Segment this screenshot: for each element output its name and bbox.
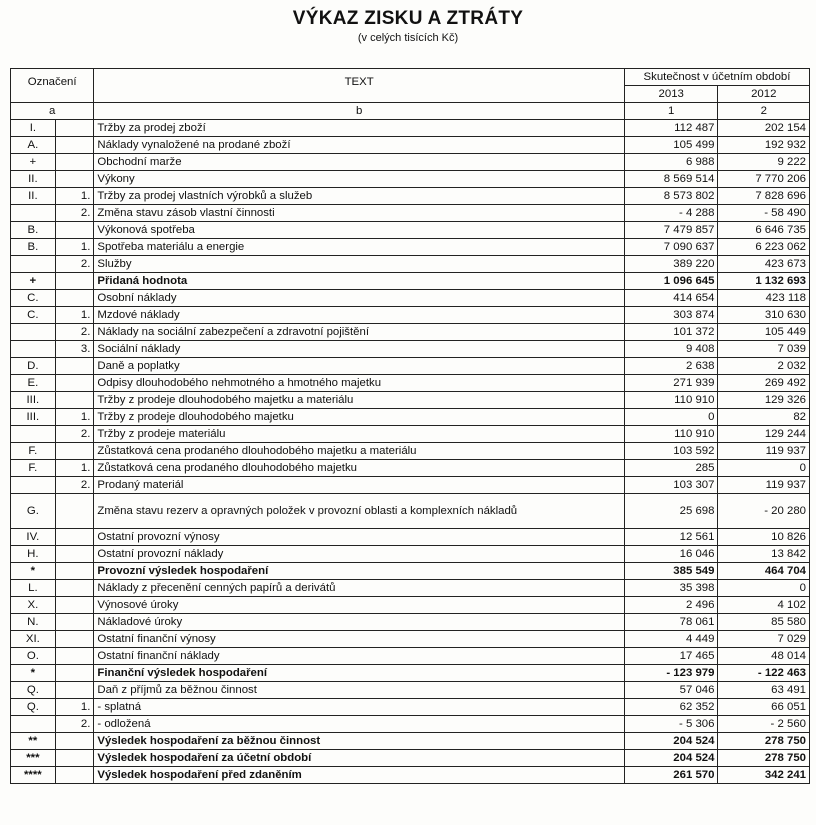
table-row	[11, 733, 810, 750]
table-row	[11, 648, 810, 665]
row-value-2012: 464 704	[718, 563, 810, 580]
row-value-2013: 1 096 645	[624, 273, 718, 290]
table-row	[11, 239, 810, 256]
row-text: Výsledek hospodaření před zdaněním	[94, 767, 625, 784]
row-text: Odpisy dlouhodobého nehmotného a hmotného majetku	[94, 375, 625, 392]
table-row	[11, 494, 810, 529]
row-code: I.	[11, 120, 56, 137]
row-code: H.	[11, 546, 56, 563]
table-row	[11, 426, 810, 443]
row-value-2013: 9 408	[624, 341, 718, 358]
row-subnumber: 1.	[55, 239, 94, 256]
row-value-2013: 16 046	[624, 546, 718, 563]
row-subnumber	[55, 682, 94, 699]
row-subnumber: 2.	[55, 256, 94, 273]
row-value-2012: 66 051	[718, 699, 810, 716]
table-row	[11, 546, 810, 563]
row-subnumber	[55, 222, 94, 239]
row-text: Osobní náklady	[94, 290, 625, 307]
row-value-2013: 2 638	[624, 358, 718, 375]
row-subnumber	[55, 767, 94, 784]
row-text: Změna stavu zásob vlastní činnosti	[94, 205, 625, 222]
row-text: Tržby za prodej vlastních výrobků a služeb	[94, 188, 625, 205]
row-value-2012: 7 828 696	[718, 188, 810, 205]
row-text: Ostatní finanční výnosy	[94, 631, 625, 648]
row-text: Spotřeba materiálu a energie	[94, 239, 625, 256]
row-text: Tržby za prodej zboží	[94, 120, 625, 137]
row-text: Provozní výsledek hospodaření	[94, 563, 625, 580]
table-row	[11, 120, 810, 137]
row-code: III.	[11, 409, 56, 426]
row-value-2013: 105 499	[624, 137, 718, 154]
row-value-2013: 261 570	[624, 767, 718, 784]
row-value-2012: 9 222	[718, 154, 810, 171]
row-value-2013: 12 561	[624, 529, 718, 546]
row-text: Sociální náklady	[94, 341, 625, 358]
header-text: TEXT	[94, 69, 625, 103]
row-value-2013: 7 479 857	[624, 222, 718, 239]
row-code: ***	[11, 750, 56, 767]
row-value-2013: - 123 979	[624, 665, 718, 682]
row-code: X.	[11, 597, 56, 614]
row-subnumber: 1.	[55, 460, 94, 477]
row-subnumber	[55, 494, 94, 529]
table-row	[11, 290, 810, 307]
row-subnumber	[55, 443, 94, 460]
row-subnumber	[55, 171, 94, 188]
row-value-2012: - 58 490	[718, 205, 810, 222]
row-value-2012: 129 244	[718, 426, 810, 443]
row-value-2012: 6 646 735	[718, 222, 810, 239]
row-text: Zůstatková cena prodaného dlouhodobého majetku	[94, 460, 625, 477]
row-subnumber	[55, 392, 94, 409]
table-row	[11, 256, 810, 273]
row-value-2013: 389 220	[624, 256, 718, 273]
row-value-2012: 10 826	[718, 529, 810, 546]
row-text: Náklady na sociální zabezpečení a zdravotní pojištění	[94, 324, 625, 341]
row-code: D.	[11, 358, 56, 375]
row-text: Daň z příjmů za běžnou činnost	[94, 682, 625, 699]
row-subnumber: 2.	[55, 324, 94, 341]
row-value-2012: 129 326	[718, 392, 810, 409]
row-text: Náklady z přecenění cenných papírů a derivátů	[94, 580, 625, 597]
table-row	[11, 665, 810, 682]
row-text: Nákladové úroky	[94, 614, 625, 631]
report-subtitle: (v celých tisících Kč)	[357, 32, 459, 44]
table-row	[11, 375, 810, 392]
row-value-2012: 6 223 062	[718, 239, 810, 256]
row-subnumber	[55, 614, 94, 631]
row-value-2013: 35 398	[624, 580, 718, 597]
row-subnumber	[55, 546, 94, 563]
table-row	[11, 409, 810, 426]
row-text: - odložená	[94, 716, 625, 733]
row-code: +	[11, 273, 56, 290]
table-row	[11, 188, 810, 205]
row-subnumber	[55, 358, 94, 375]
row-subnumber	[55, 597, 94, 614]
row-code: Q.	[11, 699, 56, 716]
row-value-2013: 110 910	[624, 426, 718, 443]
row-value-2013: 204 524	[624, 733, 718, 750]
table-row	[11, 443, 810, 460]
row-value-2012: 278 750	[718, 750, 810, 767]
row-subnumber: 2.	[55, 716, 94, 733]
table-row	[11, 358, 810, 375]
row-subnumber	[55, 665, 94, 682]
row-code: F.	[11, 443, 56, 460]
row-subnumber: 3.	[55, 341, 94, 358]
row-code: *	[11, 563, 56, 580]
row-subnumber	[55, 273, 94, 290]
row-value-2012: 202 154	[718, 120, 810, 137]
row-value-2013: 112 487	[624, 120, 718, 137]
row-text: Zůstatková cena prodaného dlouhodobého majetku a materiálu	[94, 443, 625, 460]
row-text: Tržby z prodeje dlouhodobého majetku a materiálu	[94, 392, 625, 409]
row-text: Daně a poplatky	[94, 358, 625, 375]
row-value-2012: 310 630	[718, 307, 810, 324]
row-value-2012: 7 770 206	[718, 171, 810, 188]
row-subnumber: 2.	[55, 477, 94, 494]
row-subnumber	[55, 648, 94, 665]
row-value-2012: 1 132 693	[718, 273, 810, 290]
row-value-2012: 342 241	[718, 767, 810, 784]
row-text: Finanční výsledek hospodaření	[94, 665, 625, 682]
row-code	[11, 477, 56, 494]
row-text: Výsledek hospodaření za běžnou činnost	[94, 733, 625, 750]
row-subnumber	[55, 563, 94, 580]
table-row	[11, 324, 810, 341]
row-value-2013: 7 090 637	[624, 239, 718, 256]
header-sub-v2: 2	[718, 103, 810, 120]
row-value-2012: 119 937	[718, 443, 810, 460]
row-subnumber: 2.	[55, 205, 94, 222]
row-value-2013: 6 988	[624, 154, 718, 171]
row-subnumber	[55, 120, 94, 137]
row-text: Mzdové náklady	[94, 307, 625, 324]
row-value-2013: 0	[624, 409, 718, 426]
row-code: B.	[11, 239, 56, 256]
row-text: Obchodní marže	[94, 154, 625, 171]
table-row	[11, 154, 810, 171]
row-text: Změna stavu rezerv a opravných položek v provozní oblasti a komplexních nákladů	[94, 494, 625, 529]
row-subnumber	[55, 137, 94, 154]
row-code	[11, 716, 56, 733]
row-subnumber: 1.	[55, 188, 94, 205]
row-value-2013: 62 352	[624, 699, 718, 716]
table-row	[11, 392, 810, 409]
row-subnumber	[55, 154, 94, 171]
table-row	[11, 222, 810, 239]
table-row	[11, 614, 810, 631]
table-row	[11, 529, 810, 546]
row-value-2013: 57 046	[624, 682, 718, 699]
row-value-2013: 8 569 514	[624, 171, 718, 188]
table-row	[11, 460, 810, 477]
row-text: Ostatní provozní náklady	[94, 546, 625, 563]
table-row	[11, 307, 810, 324]
row-code: **	[11, 733, 56, 750]
row-value-2012: 85 580	[718, 614, 810, 631]
header-code: Označení	[11, 69, 94, 103]
row-value-2012: 423 118	[718, 290, 810, 307]
table-row	[11, 750, 810, 767]
row-code: XI.	[11, 631, 56, 648]
row-subnumber: 1.	[55, 699, 94, 716]
table-row	[11, 597, 810, 614]
row-value-2012: 278 750	[718, 733, 810, 750]
header-sub-v1: 1	[624, 103, 718, 120]
row-subnumber: 1.	[55, 307, 94, 324]
row-value-2013: 101 372	[624, 324, 718, 341]
table-row	[11, 716, 810, 733]
row-code	[11, 426, 56, 443]
row-value-2012: 63 491	[718, 682, 810, 699]
row-value-2013: 204 524	[624, 750, 718, 767]
table-row	[11, 273, 810, 290]
table-row	[11, 767, 810, 784]
row-value-2013: 285	[624, 460, 718, 477]
row-value-2012: 13 842	[718, 546, 810, 563]
table-row	[11, 341, 810, 358]
row-value-2012: 269 492	[718, 375, 810, 392]
row-text: Služby	[94, 256, 625, 273]
row-code: *	[11, 665, 56, 682]
row-code: II.	[11, 171, 56, 188]
income-statement-table	[10, 68, 810, 784]
row-code: N.	[11, 614, 56, 631]
row-value-2012: 7 029	[718, 631, 810, 648]
row-code: +	[11, 154, 56, 171]
row-code	[11, 205, 56, 222]
row-value-2013: 103 307	[624, 477, 718, 494]
row-code: ****	[11, 767, 56, 784]
table-row	[11, 563, 810, 580]
table-row	[11, 477, 810, 494]
row-code: C.	[11, 290, 56, 307]
header-sub-text: b	[94, 103, 625, 120]
row-subnumber	[55, 375, 94, 392]
row-text: Prodaný materiál	[94, 477, 625, 494]
row-value-2013: 303 874	[624, 307, 718, 324]
row-code: IV.	[11, 529, 56, 546]
row-value-2013: 8 573 802	[624, 188, 718, 205]
row-subnumber	[55, 580, 94, 597]
row-value-2012: 48 014	[718, 648, 810, 665]
row-value-2012: 7 039	[718, 341, 810, 358]
row-value-2013: 414 654	[624, 290, 718, 307]
row-value-2013: - 4 288	[624, 205, 718, 222]
row-value-2012: 423 673	[718, 256, 810, 273]
row-text: Výnosové úroky	[94, 597, 625, 614]
row-code	[11, 324, 56, 341]
table-row	[11, 699, 810, 716]
row-value-2012: 192 932	[718, 137, 810, 154]
row-value-2012: - 20 280	[718, 494, 810, 529]
row-value-2013: 2 496	[624, 597, 718, 614]
row-code: F.	[11, 460, 56, 477]
header-year-2012: 2012	[718, 86, 810, 103]
row-value-2013: 25 698	[624, 494, 718, 529]
row-text: Výkony	[94, 171, 625, 188]
row-value-2012: 4 102	[718, 597, 810, 614]
row-code: II.	[11, 188, 56, 205]
row-value-2013: 78 061	[624, 614, 718, 631]
row-value-2012: 0	[718, 460, 810, 477]
row-subnumber	[55, 750, 94, 767]
row-subnumber	[55, 733, 94, 750]
row-subnumber	[55, 529, 94, 546]
row-code: C.	[11, 307, 56, 324]
row-text: Ostatní provozní výnosy	[94, 529, 625, 546]
row-code: A.	[11, 137, 56, 154]
row-text: - splatná	[94, 699, 625, 716]
header-values: Skutečnost v účetním období	[624, 69, 809, 86]
table-row	[11, 682, 810, 699]
row-value-2013: 271 939	[624, 375, 718, 392]
row-value-2012: 0	[718, 580, 810, 597]
row-code: L.	[11, 580, 56, 597]
row-value-2013: 110 910	[624, 392, 718, 409]
row-code: B.	[11, 222, 56, 239]
row-code: E.	[11, 375, 56, 392]
table-row	[11, 580, 810, 597]
table-row	[11, 171, 810, 188]
row-value-2012: - 122 463	[718, 665, 810, 682]
header-year-2013: 2013	[624, 86, 718, 103]
row-subnumber: 1.	[55, 409, 94, 426]
row-value-2012: 105 449	[718, 324, 810, 341]
row-text: Přidaná hodnota	[94, 273, 625, 290]
row-text: Ostatní finanční náklady	[94, 648, 625, 665]
row-code: Q.	[11, 682, 56, 699]
table-row	[11, 205, 810, 222]
row-value-2012: 82	[718, 409, 810, 426]
row-value-2013: 103 592	[624, 443, 718, 460]
row-value-2012: - 2 560	[718, 716, 810, 733]
table-row	[11, 137, 810, 154]
row-value-2013: - 5 306	[624, 716, 718, 733]
row-text: Výkonová spotřeba	[94, 222, 625, 239]
row-text: Výsledek hospodaření za účetní období	[94, 750, 625, 767]
header-sub-code: a	[11, 103, 94, 120]
row-subnumber: 2.	[55, 426, 94, 443]
row-value-2013: 385 549	[624, 563, 718, 580]
row-text: Tržby z prodeje materiálu	[94, 426, 625, 443]
row-text: Náklady vynaložené na prodané zboží	[94, 137, 625, 154]
row-value-2012: 119 937	[718, 477, 810, 494]
report-title: VÝKAZ ZISKU A ZTRÁTY	[292, 8, 524, 29]
row-code: G.	[11, 494, 56, 529]
row-value-2013: 4 449	[624, 631, 718, 648]
row-code: O.	[11, 648, 56, 665]
row-code	[11, 341, 56, 358]
table-row	[11, 631, 810, 648]
row-code: III.	[11, 392, 56, 409]
row-subnumber	[55, 631, 94, 648]
row-value-2012: 2 032	[718, 358, 810, 375]
row-text: Tržby z prodeje dlouhodobého majetku	[94, 409, 625, 426]
row-subnumber	[55, 290, 94, 307]
row-code	[11, 256, 56, 273]
row-value-2013: 17 465	[624, 648, 718, 665]
